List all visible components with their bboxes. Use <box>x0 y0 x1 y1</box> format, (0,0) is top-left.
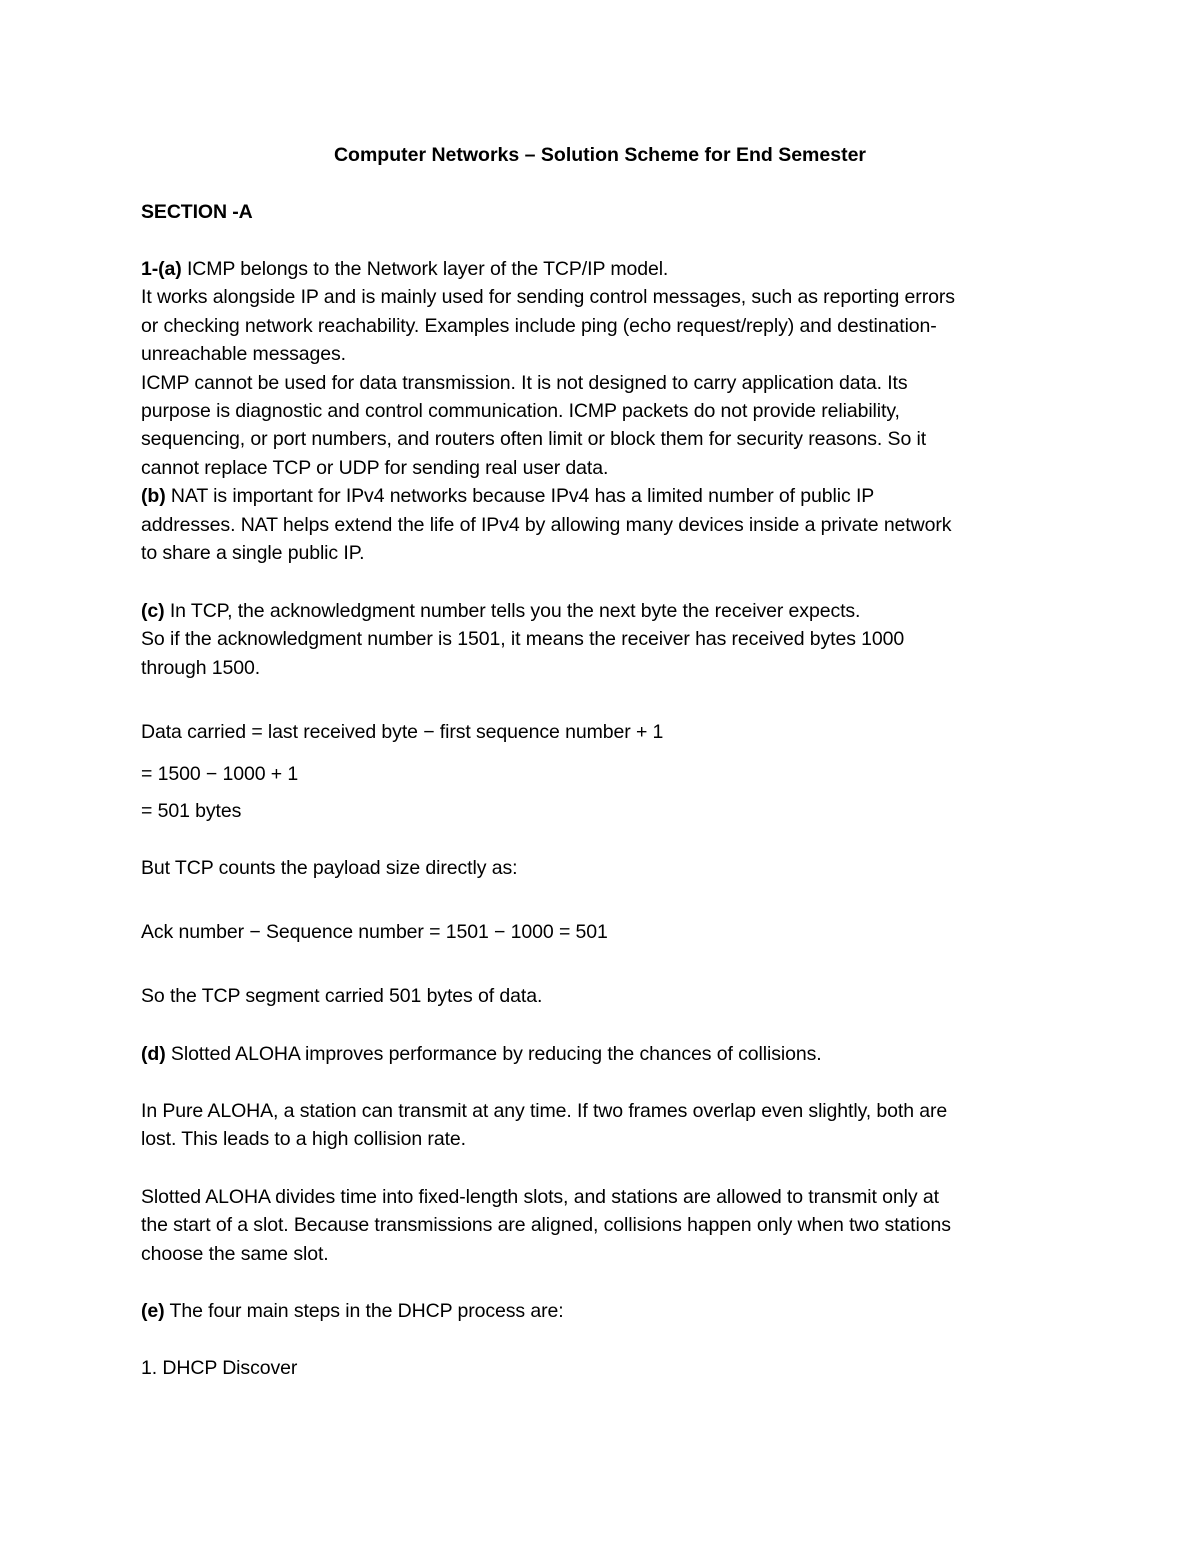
q1b-line-2: addresses. NAT helps extend the life of IPv4 by allowing many devices inside a private network <box>141 514 952 536</box>
q1c-formula-1: Data carried = last received byte − first sequence number + 1 <box>141 721 664 743</box>
q1d-first-line <box>141 1040 822 1068</box>
q1d-label: (d) <box>141 1043 166 1065</box>
q1a-line-7: sequencing, or port numbers, and routers often limit or block them for security reasons. So it <box>141 428 927 450</box>
q1a-line-2: It works alongside IP and is mainly used for sending control messages, such as reporting errors <box>141 286 955 308</box>
q1e-text: The four main steps in the DHCP process are: <box>164 1300 564 1322</box>
q1c-formula-2: = 1500 − 1000 + 1 <box>141 763 299 785</box>
q1d-p2-line-2: lost. This leads to a high collision rate. <box>141 1128 466 1150</box>
q1e-label: (e) <box>141 1300 165 1322</box>
q1a-line-8: cannot replace TCP or UDP for sending real user data. <box>141 457 609 479</box>
q1c-note: But TCP counts the payload size directly as: <box>141 857 518 879</box>
q1a-line-4: unreachable messages. <box>141 343 346 365</box>
q1d-p3-line-1: Slotted ALOHA divides time into fixed-length slots, and stations are allowed to transmit only at <box>141 1186 939 1208</box>
q1e-first-line <box>141 1297 564 1325</box>
q1a-first-line <box>141 255 668 283</box>
q1b-first-line <box>141 482 874 510</box>
document-title: Computer Networks – Solution Scheme for End Semester <box>333 144 867 166</box>
dhcp-step-1: 1. DHCP Discover <box>141 1357 298 1379</box>
q1c-formula-4: Ack number − Sequence number = 1501 − 1000 = 501 <box>141 921 608 943</box>
q1d-p3-line-3: choose the same slot. <box>141 1243 329 1265</box>
q1a-line-6: purpose is diagnostic and control communication. ICMP packets do not provide reliability, <box>141 400 900 422</box>
q1c-label: (c) <box>141 600 165 622</box>
q1d-p3-line-2: the start of a slot. Because transmissions are aligned, collisions happen only when two stations <box>141 1214 951 1236</box>
q1c-first-line <box>141 597 860 625</box>
q1a-label: 1-(a) <box>141 258 182 280</box>
q1a-line-5: ICMP cannot be used for data transmission. It is not designed to carry application data. Its <box>141 372 908 394</box>
q1c-line-2: So if the acknowledgment number is 1501, it means the receiver has received bytes 1000 <box>141 628 905 650</box>
q1b-label: (b) <box>141 485 166 507</box>
q1a-line-3: or checking network reachability. Examples include ping (echo request/reply) and destination- <box>141 315 937 337</box>
q1d-text: Slotted ALOHA improves performance by reducing the chances of collisions. <box>165 1043 822 1065</box>
q1d-p2-line-1: In Pure ALOHA, a station can transmit at any time. If two frames overlap even slightly, both are <box>141 1100 948 1122</box>
q1c-formula-3: = 501 bytes <box>141 800 242 822</box>
q1b-line-3: to share a single public IP. <box>141 542 365 564</box>
q1a-text: ICMP belongs to the Network layer of the TCP/IP model. <box>181 258 669 280</box>
q1c-text: In TCP, the acknowledgment number tells you the next byte the receiver expects. <box>164 600 861 622</box>
q1c-line-3: through 1500. <box>141 657 261 679</box>
q1c-conclusion: So the TCP segment carried 501 bytes of data. <box>141 985 543 1007</box>
section-heading: SECTION -A <box>141 201 253 223</box>
q1b-text: NAT is important for IPv4 networks because IPv4 has a limited number of public IP <box>165 485 875 507</box>
